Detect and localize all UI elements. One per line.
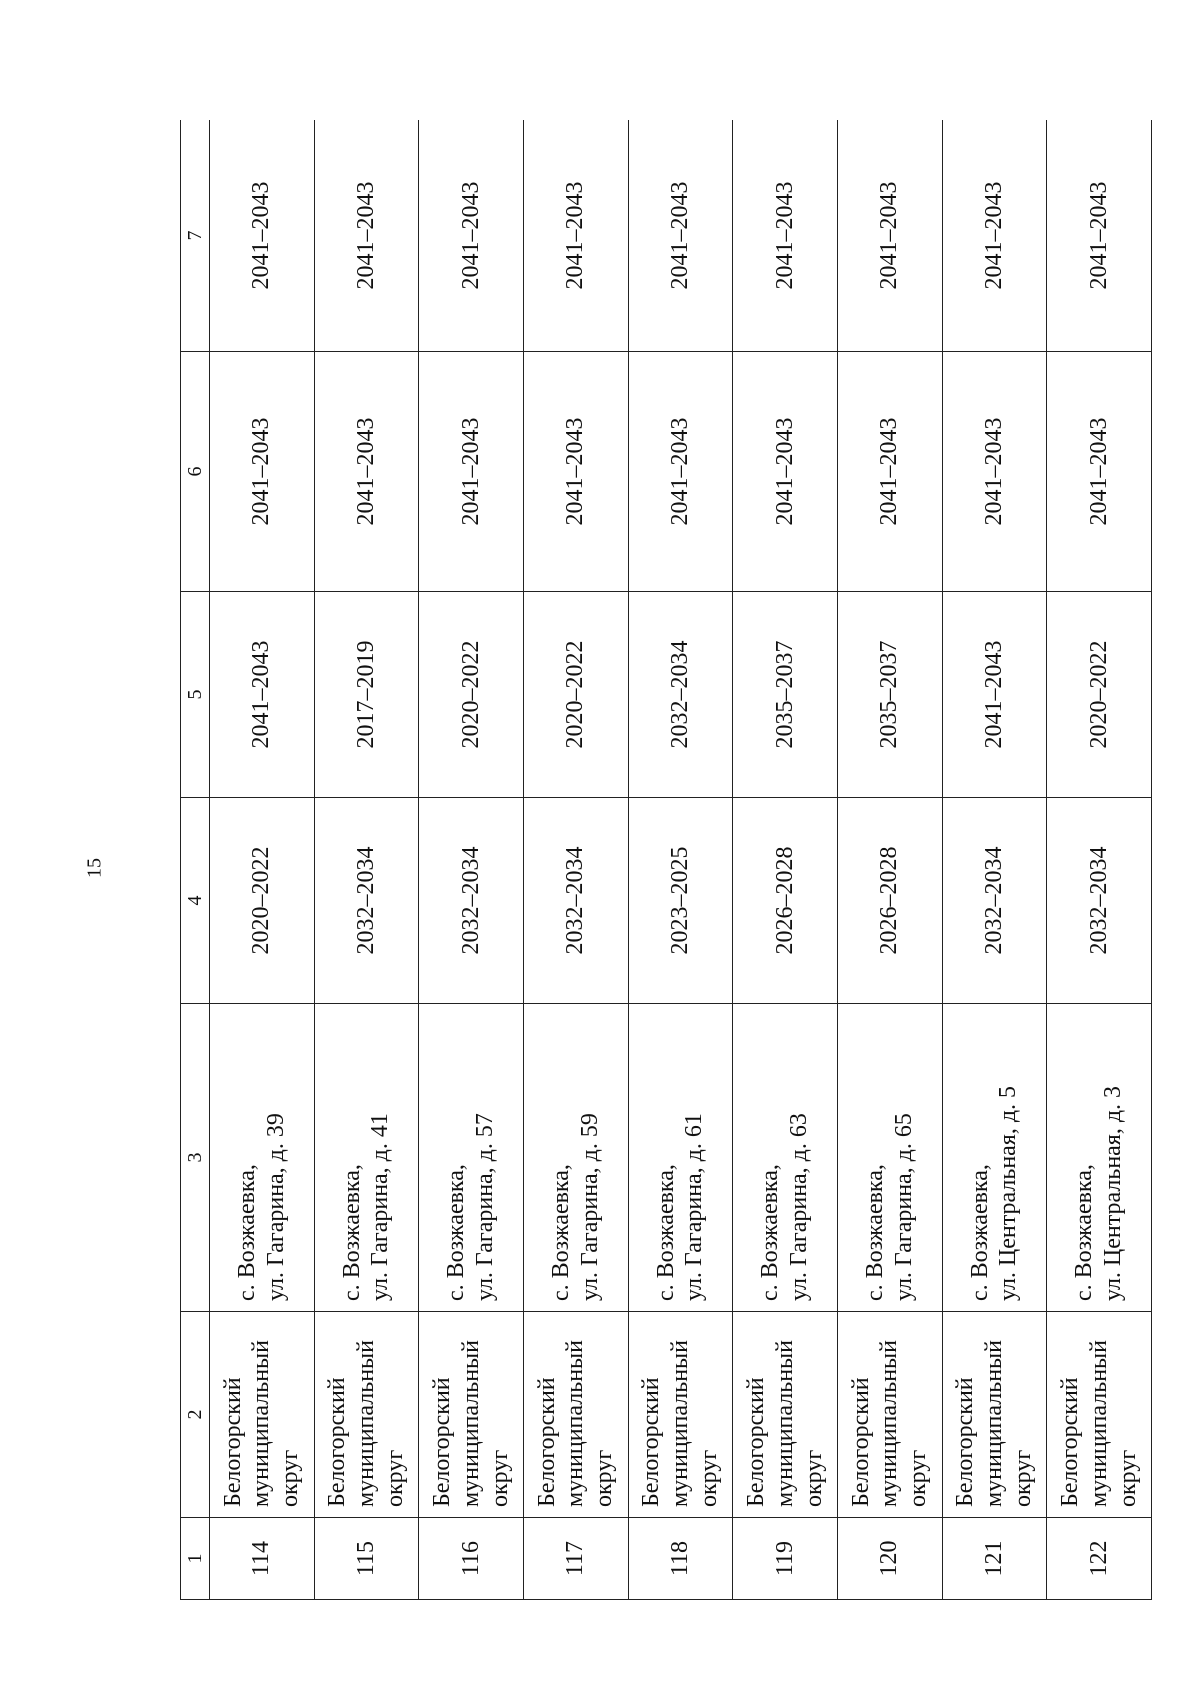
address-line: с. Возжаевка, — [757, 1164, 784, 1301]
period-col-4: 2032–2034 — [523, 798, 628, 1004]
address-cell — [837, 1004, 942, 1312]
address-cell — [314, 1004, 419, 1312]
header-col-3: 3 — [181, 1004, 210, 1312]
address-line: ул. Гагарина, д. 57 — [472, 1113, 499, 1301]
period-col-5: 2041–2043 — [210, 592, 315, 798]
district-line: округ — [1114, 1449, 1141, 1507]
district-line: Белогорский — [533, 1377, 560, 1507]
address-cell — [419, 1004, 524, 1312]
district-cell — [628, 1312, 733, 1518]
address-line: ул. Гагарина, д. 61 — [681, 1113, 708, 1301]
period-col-6: 2041–2043 — [942, 352, 1047, 592]
district-cell — [314, 1312, 419, 1518]
row-number: 119 — [733, 1518, 838, 1600]
period-col-7: 2041–2043 — [942, 120, 1047, 352]
address-line: с. Возжаевка, — [861, 1164, 888, 1301]
district-cell — [837, 1312, 942, 1518]
table-row — [210, 120, 315, 1600]
address-line: с. Возжаевка, — [548, 1164, 574, 1301]
row-number: 122 — [1047, 1518, 1152, 1600]
period-col-7: 2041–2043 — [314, 120, 419, 352]
address-cell — [210, 1004, 315, 1312]
address-line: с. Возжаевка, — [338, 1164, 365, 1301]
period-col-5: 2035–2037 — [837, 592, 942, 798]
address-line: ул. Гагарина, д. 65 — [890, 1113, 917, 1301]
district-cell — [210, 1312, 315, 1518]
district-line: муниципальный — [1085, 1339, 1112, 1507]
district-line: округ — [591, 1449, 618, 1507]
district-line: муниципальный — [771, 1339, 798, 1507]
address-line: ул. Гагарина, д. 63 — [786, 1113, 813, 1301]
district-line: муниципальный — [667, 1339, 694, 1507]
period-col-4: 2023–2025 — [628, 798, 733, 1004]
period-col-4: 2020–2022 — [210, 798, 315, 1004]
rotated-page-content — [180, 120, 1152, 1600]
district-line: муниципальный — [457, 1339, 484, 1507]
address-line: ул. Центральная, д. 5 — [995, 1085, 1022, 1301]
table-row — [419, 120, 524, 1600]
period-col-7: 2041–2043 — [733, 120, 838, 352]
table-header — [181, 120, 210, 1600]
period-col-4: 2026–2028 — [733, 798, 838, 1004]
district-line: округ — [381, 1449, 408, 1507]
district-line: округ — [695, 1449, 722, 1507]
header-col-7: 7 — [181, 120, 210, 352]
table-row — [523, 120, 628, 1600]
row-number: 121 — [942, 1518, 1047, 1600]
period-col-4: 2032–2034 — [314, 798, 419, 1004]
header-col-6: 6 — [181, 352, 210, 592]
address-cell — [1047, 1004, 1152, 1312]
page-number-text: 15 — [83, 858, 106, 878]
row-number: 114 — [210, 1518, 315, 1600]
district-cell — [419, 1312, 524, 1518]
period-col-5: 2020–2022 — [1047, 592, 1152, 798]
district-line: Белогорский — [742, 1377, 769, 1507]
district-line: Белогорский — [324, 1377, 351, 1507]
period-col-4: 2032–2034 — [942, 798, 1047, 1004]
period-col-7: 2041–2043 — [837, 120, 942, 352]
table-row — [314, 120, 419, 1600]
district-line: округ — [1009, 1449, 1036, 1507]
district-line: Белогорский — [1056, 1377, 1083, 1507]
period-col-6: 2041–2043 — [837, 352, 942, 592]
address-cell — [942, 1004, 1047, 1312]
district-cell — [1047, 1312, 1152, 1518]
district-line: Белогорский — [428, 1377, 455, 1507]
district-line: муниципальный — [353, 1339, 380, 1507]
address-line: ул. Центральная, д. 3 — [1100, 1085, 1127, 1301]
period-col-4: 2026–2028 — [837, 798, 942, 1004]
district-cell — [733, 1312, 838, 1518]
district-line: муниципальный — [981, 1339, 1008, 1507]
period-col-4: 2032–2034 — [419, 798, 524, 1004]
address-cell — [523, 1004, 628, 1312]
table-row — [942, 120, 1047, 1600]
address-cell — [733, 1004, 838, 1312]
district-line: Белогорский — [219, 1377, 246, 1507]
period-col-5: 2032–2034 — [628, 592, 733, 798]
row-number: 118 — [628, 1518, 733, 1600]
district-line: муниципальный — [562, 1339, 589, 1507]
period-col-7: 2041–2043 — [628, 120, 733, 352]
district-line: Белогорский — [952, 1377, 979, 1507]
header-col-4: 4 — [181, 798, 210, 1004]
district-line: муниципальный — [876, 1339, 903, 1507]
address-line: ул. Гагарина, д. 59 — [576, 1113, 603, 1301]
period-col-5: 2017–2019 — [314, 592, 419, 798]
period-col-5: 2041–2043 — [942, 592, 1047, 798]
address-cell — [628, 1004, 733, 1312]
period-col-6: 2041–2043 — [210, 352, 315, 592]
district-line: округ — [486, 1449, 513, 1507]
period-col-6: 2041–2043 — [1047, 352, 1152, 592]
district-line: Белогорский — [847, 1377, 874, 1507]
address-line: с. Возжаевка, — [652, 1164, 679, 1301]
period-col-6: 2041–2043 — [733, 352, 838, 592]
district-line: муниципальный — [248, 1339, 275, 1507]
period-col-7: 2041–2043 — [523, 120, 628, 352]
period-col-5: 2035–2037 — [733, 592, 838, 798]
table-body — [210, 120, 1152, 1600]
district-line: округ — [800, 1449, 827, 1507]
address-line: с. Возжаевка, — [1071, 1164, 1098, 1301]
period-col-4: 2032–2034 — [1047, 798, 1152, 1004]
row-number: 115 — [314, 1518, 419, 1600]
period-col-6: 2041–2043 — [523, 352, 628, 592]
district-line: округ — [277, 1449, 304, 1507]
row-number: 120 — [837, 1518, 942, 1600]
address-line: ул. Гагарина, д. 39 — [262, 1113, 289, 1301]
table-row — [837, 120, 942, 1600]
address-line: с. Возжаевка, — [234, 1164, 261, 1301]
address-line: с. Возжаевка, — [966, 1164, 993, 1301]
table-row — [628, 120, 733, 1600]
header-row — [181, 120, 210, 1600]
header-col-1: 1 — [181, 1518, 210, 1600]
address-line: с. Возжаевка, — [443, 1164, 470, 1301]
table-row — [733, 120, 838, 1600]
table-frame — [180, 120, 1152, 1600]
period-col-5: 2020–2022 — [419, 592, 524, 798]
period-col-6: 2041–2043 — [419, 352, 524, 592]
table-row — [1047, 120, 1152, 1600]
period-col-6: 2041–2043 — [314, 352, 419, 592]
header-col-2: 2 — [181, 1312, 210, 1518]
period-col-7: 2041–2043 — [210, 120, 315, 352]
period-col-7: 2041–2043 — [1047, 120, 1152, 352]
row-number: 117 — [523, 1518, 628, 1600]
district-line: Белогорский — [638, 1377, 665, 1507]
period-col-6: 2041–2043 — [628, 352, 733, 592]
row-number: 116 — [419, 1518, 524, 1600]
address-line: ул. Гагарина, д. 41 — [367, 1113, 394, 1301]
district-cell — [942, 1312, 1047, 1518]
period-col-5: 2020–2022 — [523, 592, 628, 798]
district-cell — [523, 1312, 628, 1518]
district-line: округ — [905, 1449, 932, 1507]
schedule-table — [180, 120, 1152, 1600]
header-col-5: 5 — [181, 592, 210, 798]
period-col-7: 2041–2043 — [419, 120, 524, 352]
